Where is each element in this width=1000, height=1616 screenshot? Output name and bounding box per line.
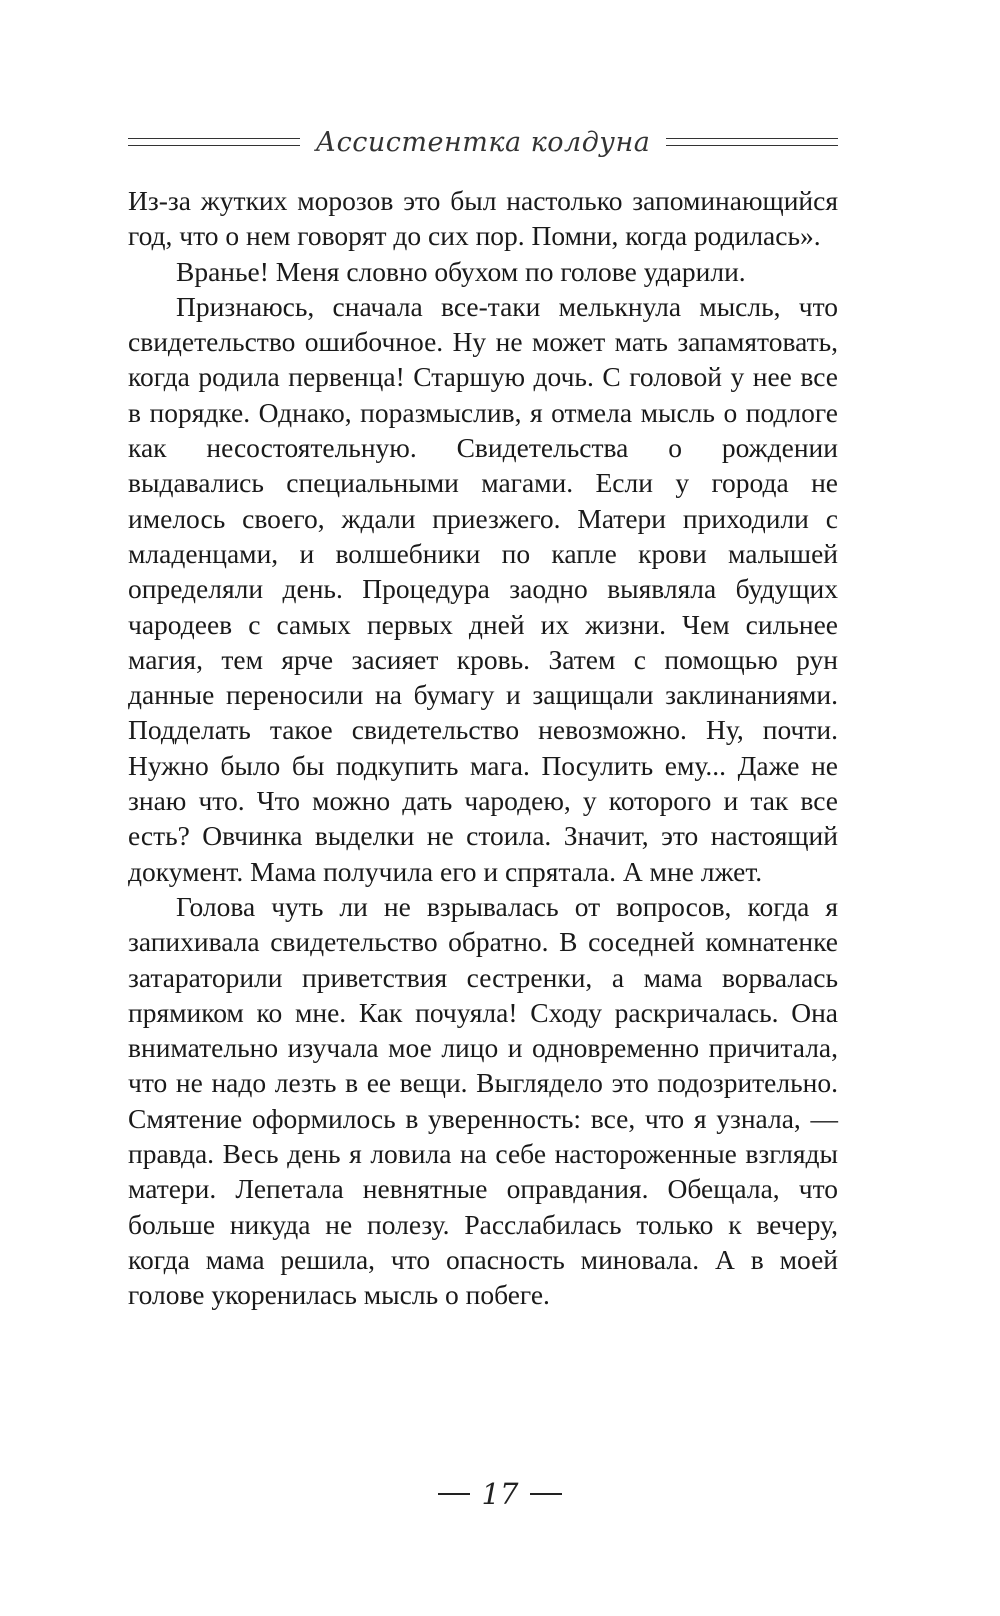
book-title: Ассистентка колдуна (315, 126, 651, 158)
dash-right (530, 1493, 562, 1495)
page-number-footer (0, 1474, 1000, 1514)
header-rule-left (128, 138, 300, 146)
running-header (128, 122, 838, 162)
paragraph-continuation: Из-за жутких морозов это был настолько запоминающийся год, что о нем говорят до сих пор. Помни, когда родилась». (128, 185, 838, 252)
page-body (128, 183, 838, 1313)
paragraph: Голова чуть ли не взрывалась от вопросов, когда я запихивала свидетельство обратно. В соседней комнатенке затараторили приветствия сестренки, а мама ворвалась прямиком ко мне. Как почуяла! Сходу раскричалась. Она внимательно изучала мое лицо и одновременно причитала, что не надо лезть в ее вещи. Выглядело это подозрительно. Смятение оформилось в уверенность: все, что я узнала, — правда. Весь день я ловила на себе настороженные взгляды матери. Лепетала невнятные оправдания. Обещала, что больше никуда не полезу. Расслабилась только к вечеру, когда мама решила, что опасность миновала. А в моей голове укоренилась мысль о побеге. (128, 890, 838, 1311)
page-number: 17 (481, 1477, 519, 1511)
dash-left (438, 1493, 470, 1495)
header-rule-right (666, 138, 838, 146)
paragraph: Признаюсь, сначала все-таки мелькнула мысль, что свидетельство ошибочное. Ну не может мать запамятовать, когда родила первенца! Старшую дочь. С головой у нее все в порядке. Однако, поразмыслив, я отмела мысль о подлоге как несостоятельную. Свидетельства о рождении выдавались специальными магами. Если у города не имелось своего, ждали приезжего. Матери приходили с младенцами, и волшебники по капле крови малышей определяли день. Процедура заодно выявляла будущих чародеев с самых первых дней их жизни. Чем сильнее магия, тем ярче засияет кровь. Затем с помощью рун данные переносили на бумагу и защищали заклинаниями. Подделать такое свидетельство невозможно. Ну, почти. Нужно было бы подкупить мага. Посулить ему... Даже не знаю что. Что можно дать чародею, у которого и так все есть? Овчинка выделки не стоила. Значит, это настоящий документ. Мама получила его и спрятала. А мне лжет. (128, 290, 838, 887)
paragraph: Вранье! Меня словно обухом по голове ударили. (176, 255, 746, 287)
